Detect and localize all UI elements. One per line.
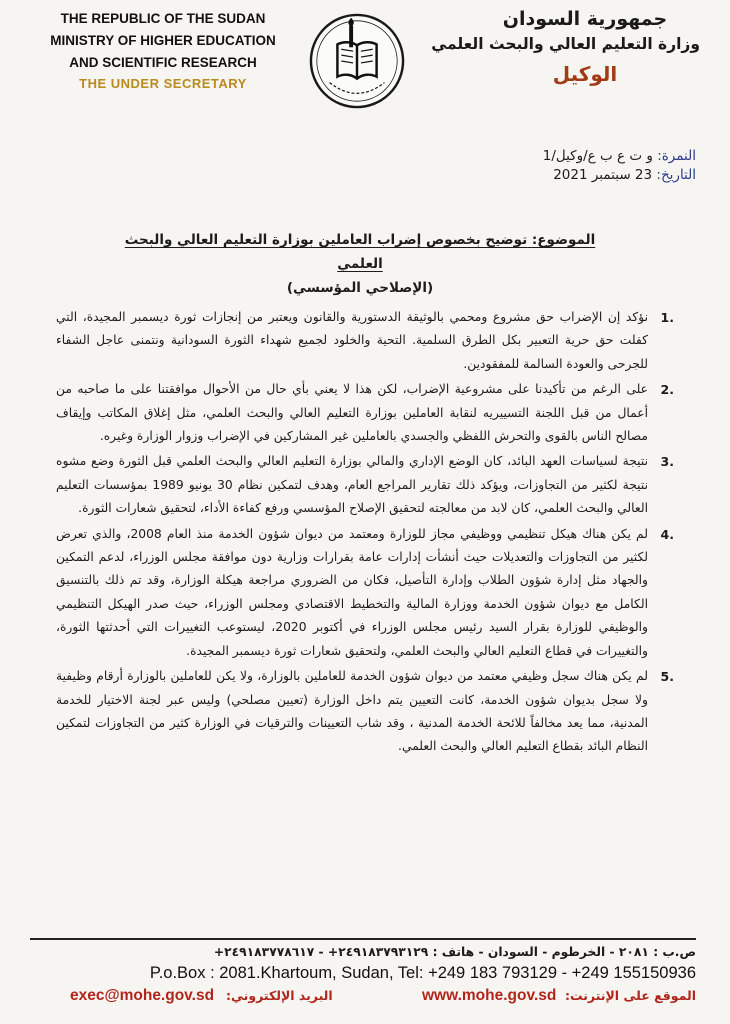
website-link[interactable]: www.mohe.gov.sd bbox=[422, 987, 557, 1004]
numbered-paragraph bbox=[56, 378, 674, 448]
office-name-ar: الوكيل bbox=[552, 62, 618, 86]
letter-footer bbox=[30, 942, 696, 1012]
reference-label: النمرة: bbox=[657, 148, 696, 164]
numbered-paragraph bbox=[56, 306, 674, 376]
republic-name-en: THE REPUBLIC OF THE SUDAN bbox=[60, 11, 266, 26]
subject-label: الموضوع: bbox=[531, 232, 596, 248]
email-label: البريد الإلكتروني: bbox=[226, 988, 333, 1003]
ministry-name-ar: وزارة التعليم العالي والبحث العلمي bbox=[431, 35, 700, 53]
paragraph-number: 4. bbox=[660, 526, 674, 542]
date-value: 23 سبتمبر 2021 bbox=[553, 167, 653, 183]
website-label: الموقع على الإنترنت: bbox=[565, 988, 696, 1003]
ministry-emblem-icon bbox=[308, 12, 406, 110]
letter-subject bbox=[120, 228, 600, 300]
subject-line bbox=[120, 228, 600, 276]
numbered-paragraph bbox=[56, 665, 674, 759]
footer-contacts bbox=[30, 986, 696, 1012]
paragraph-text: لم يكن هناك سجل وظيفي معتمد من ديوان شؤون الخدمة للعاملين بالوزارة، ولا يكن للعاملين بالوزارة أرقام وظيفية ولا سجل بديوان شؤون الخدمة، كانت التعيين يتم داخل الوزارة (تعيين مصلحي) وليس عبر لجنة الاختيار للخدمة المدنية، مما يعد مخالفاً للائحة الخدمة المدنية ، وقد شاب التعيينات والترقيات في الوزارة كثير من التجاوزات لتمكين النظام البائد بقطاع التعليم العالي والبحث العلمي. bbox=[56, 669, 648, 754]
letter-body bbox=[56, 306, 674, 761]
paragraph-text: على الرغم من تأكيدنا على مشروعية الإضراب، لكن هذا لا يعني بأي حال من الأحوال موافقتنا على ما صاحبه من أعمال من قبل اللجنة التسييريه لنقابة العاملين بوزارة التعليم العالي والبحث العلمي، مثل إغلاق المكاتب وإيقاف مصالح الناس بالقوى والتحرش اللفظي والجسدي بالعاملين غير المشاركين في الإضراب وزوار الوزارة وغيره. bbox=[56, 382, 648, 444]
arabic-letterhead bbox=[431, 6, 700, 86]
footer-divider bbox=[30, 938, 696, 940]
email-link[interactable]: exec@mohe.gov.sd bbox=[70, 987, 215, 1004]
paragraph-number: 1. bbox=[660, 310, 674, 325]
reference-number bbox=[543, 147, 696, 166]
paragraph-text: نؤكد إن الإضراب حق مشروع ومحمي بالوثيقة الدستورية والقانون ويعتبر من إنجازات ثورة ديسمبر المجيدة، التي كفلت حق حرية التعبير بكل الطرق السلمية. التحية والخلود لجميع شهداء الثورة السودانية ونتمنى عاجل الشفاء للجرحى والعودة السالمة للمفقودين. bbox=[56, 310, 648, 371]
office-name-en: THE UNDER SECRETARY bbox=[79, 76, 247, 91]
paragraph-number: 3. bbox=[660, 454, 674, 470]
subject-title: توضيح بخصوص إضراب العاملين بوزارة التعليم العالي والبحث العلمي bbox=[124, 232, 528, 272]
letter-date bbox=[543, 166, 696, 185]
subject-subtitle: (الإصلاحي المؤسسي) bbox=[286, 280, 434, 296]
republic-name-ar: جمهورية السودان bbox=[502, 8, 668, 30]
numbered-paragraph bbox=[56, 450, 674, 520]
footer-address-ar: ص.ب : ٢٠٨١ - الخرطوم - السودان - هاتف : ٢٤٩١٨٣٧٩٣١٢٩+ - ٢٤٩١٨٣٧٧٨٦١٧+ bbox=[213, 945, 696, 959]
reference-value: و ت ع ب ع/وكيل/1 bbox=[542, 148, 653, 164]
ministry-name-en-line1: MINISTRY OF HIGHER EDUCATION bbox=[50, 33, 276, 48]
footer-address-en: P.o.Box : 2081.Khartoum, Sudan, Tel: +249 183 793129 - +249 155150936 bbox=[149, 964, 696, 982]
paragraph-number: 5. bbox=[660, 669, 674, 685]
english-letterhead bbox=[38, 8, 288, 91]
paragraph-number: 2. bbox=[660, 382, 674, 398]
paragraph-text: نتيجة لسياسات العهد البائد، كان الوضع الإداري والمالي بوزارة التعليم العالي والبحث العلمي قبل الثورة وضع مشوه نتيجة لكثير من التجاوزات، ويؤكد ذلك تقارير المراجع العام، وهدف لتمكين نظام 30 يونيو 1989 بمؤسسات التعليم العالي والبحث العلمي، كان لابد من معالجته لتحقيق الإصلاح المؤسسي ورفع كفاءة الأداء، لتحقيق شعارات الثورة. bbox=[56, 454, 648, 516]
numbered-paragraph bbox=[56, 523, 674, 663]
paragraph-text: لم يكن هناك هيكل تنظيمي ووظيفي مجاز للوزارة ومعتمد من ديوان شؤون الخدمة منذ العام 2008، والذي تعرض لكثير من التجاوزات والتعديلات حيث أنشأت إدارات عامة بقرارات وزارية دون موافقة مجلس الوزراء، لدعم التمكين والجهاد مثل إدارة شؤون الطلاب وإدارة التأصيل، فكان من الضروري مراجعة هيكلة الوزارة، وقد تم ذلك بالتنسيق الكامل مع ديوان شؤون الخدمة ووزارة المالية والتخطيط الاقتصادي ومجلس الوزراء، حيث صدر الهيكل التنظيمي والوظيفي للوزارة بقرار السيد رئيس مجلس الوزراء في أكتوبر 2020، ليستوعب التغييرات التي أحدثتها الثورة، والتغييرات في قطاع التعليم العالي والبحث العلمي، ولتحقيق شعارات ثورة ديسمبر المجيدة. bbox=[56, 526, 648, 658]
date-label: التاريخ: bbox=[656, 167, 696, 183]
letter-meta bbox=[543, 147, 696, 185]
ministry-name-en-line2: AND SCIENTIFIC RESEARCH bbox=[69, 55, 257, 70]
